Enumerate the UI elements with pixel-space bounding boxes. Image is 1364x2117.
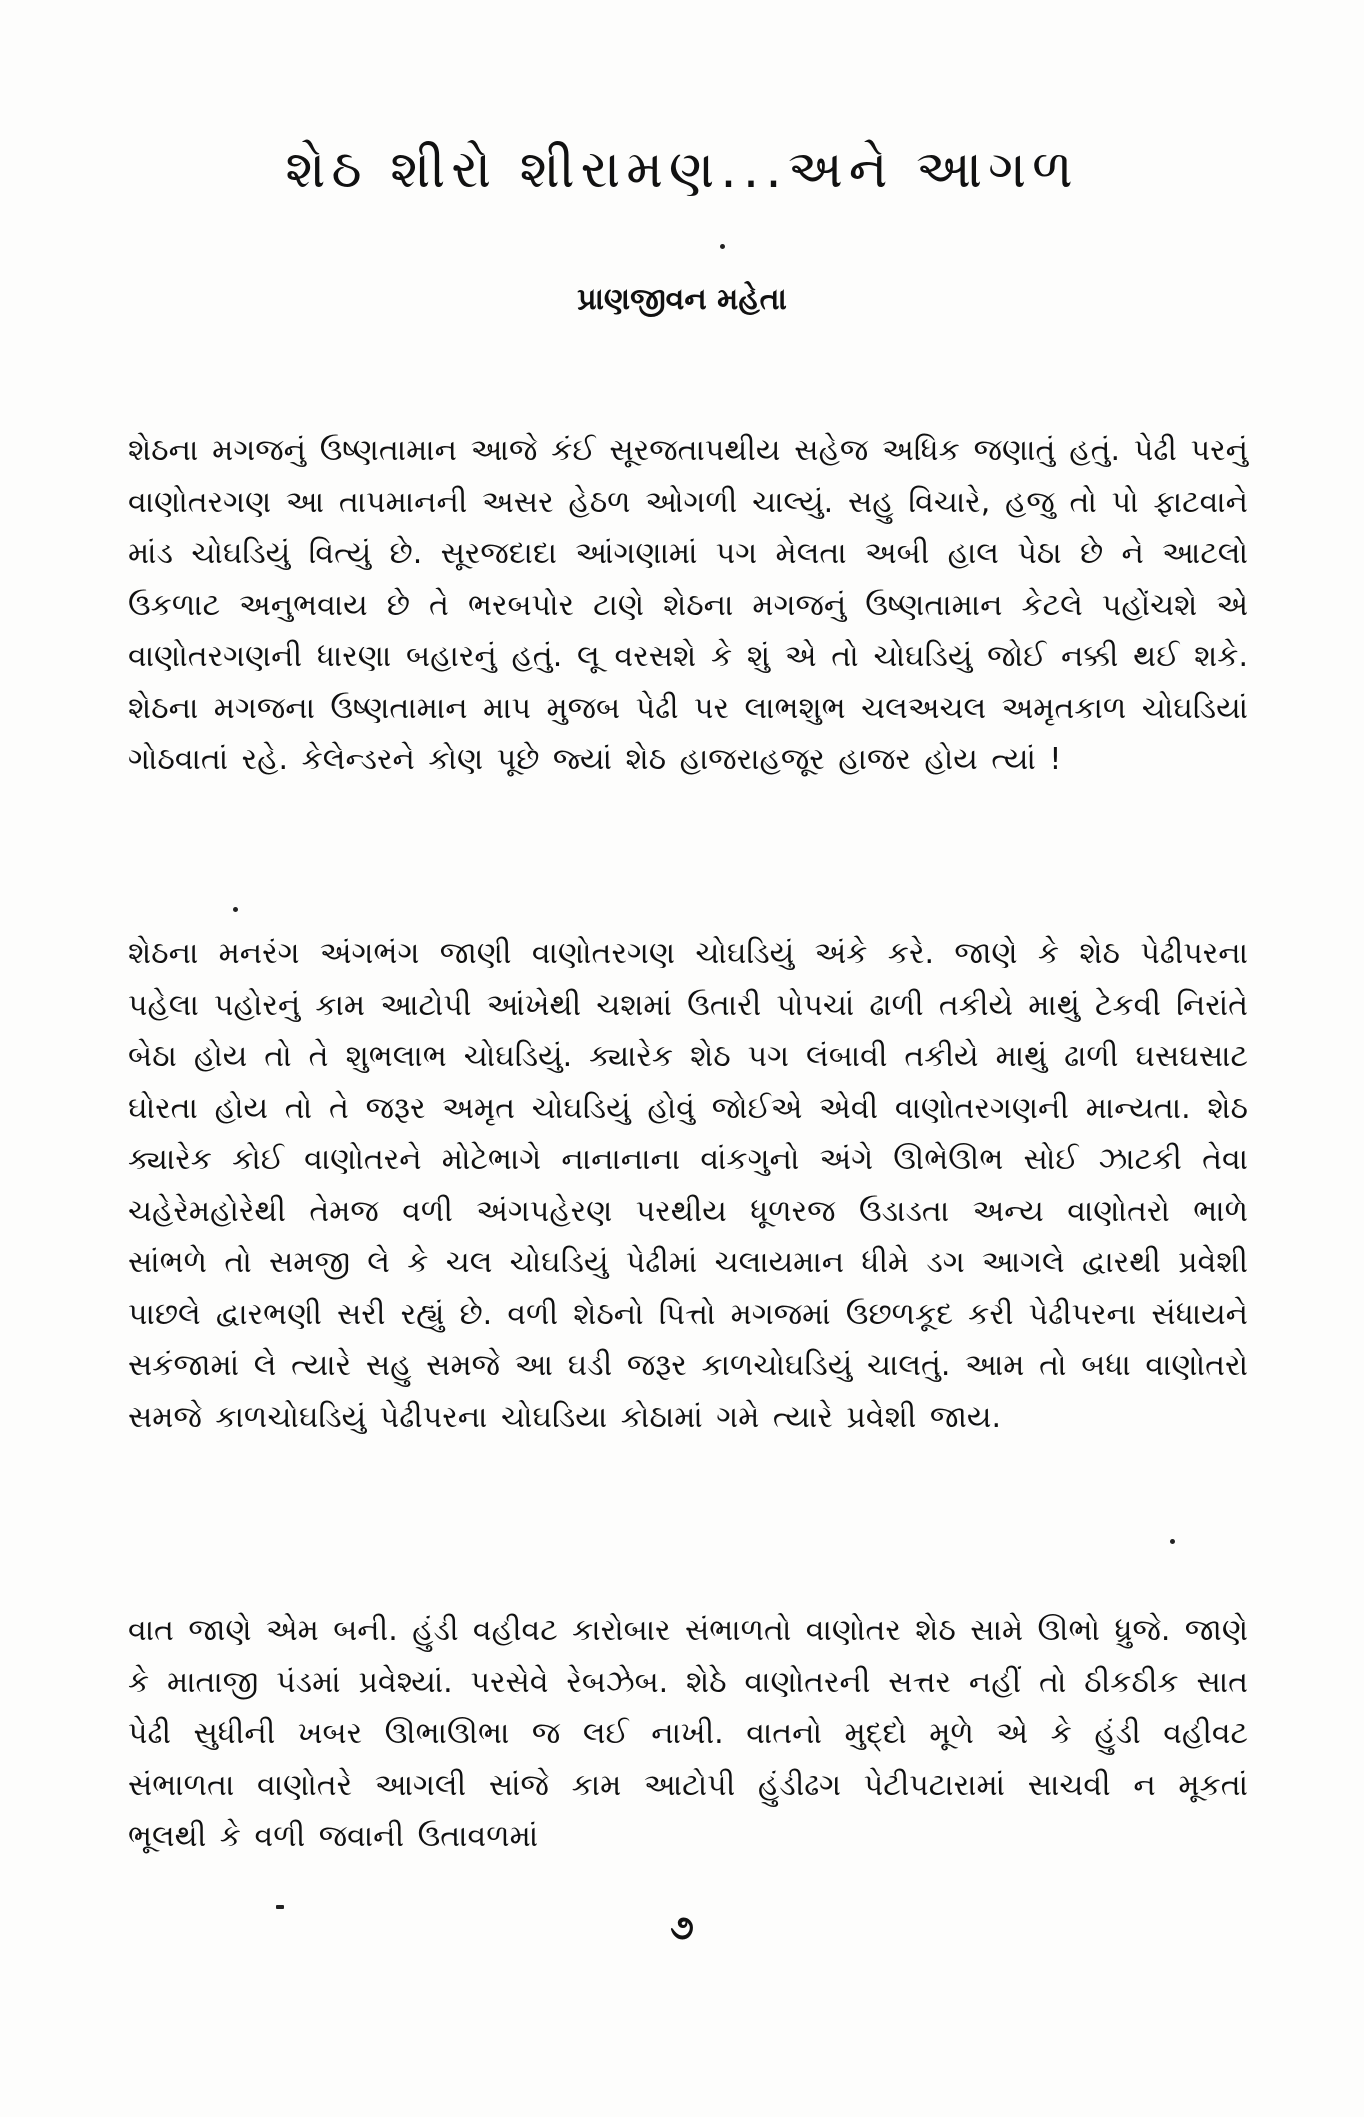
paragraph-3: વાત જાણે એમ બની. હુંડી વહીવટ કારોબાર સંભાળતો વાણોતર શેઠ સામે ઊભો ધ્રુજે. જાણે કે માતાજી પંડમાં પ્રવેશ્યાં. પરસેવે રેબઝેબ. શેઠે વાણોતરની સત્તર નહીં તો ઠીકઠીક સાત પેઢી સુધીની ખબર ઊભાઊભા જ લઈ નાખી. વાતનો મુદ્દો મૂળે એ કે હુંડી વહીવટ સંભાળતા વાણોતરે આગલી સાંજે કામ આટોપી હુંડીઢગ પેટીપટારામાં સાચવી ન મૂકતાં ભૂલથી કે વળી જવાની ઉતાવળમાં [128,1613,1248,1854]
speck-mark [1170,1539,1175,1544]
article-title: શેઠ શીરો શીરામણ...અને આગળ [285,140,1079,200]
paragraph-1: શેઠના મગજનું ઉષ્ણતામાન આજે કંઈ સૂરજતાપથીય સહેજ અધિક જણાતું હતું. પેઢી પરનું વાણોતરગણ આ તાપમાનની અસર હેઠળ ઓગળી ચાલ્યું. સહુ વિચારે, હજુ તો પો ફાટવાને માંડ ચોઘડિયું વિત્યું છે. સૂરજદાદા આંગણામાં પગ મેલતા અબી હાલ પેઠા છે ને આટલો ઉકળાટ અનુભવાય છે તે ભરબપોર ટાણે શેઠના મગજનું ઉષ્ણતામાન કેટલે પહોંચશે એ વાણોતરગણની ધારણા બહારનું હતું. લૂ વરસશે કે શું એ તો ચોઘડિયું જોઈ નક્કી થઈ શકે. શેઠના મગજના ઉષ્ણતામાન માપ મુજબ પેઢી પર લાભશુભ ચલઅચલ અમૃતકાળ ચોઘડિયાં ગોઠવાતાં રહે. કેલેન્ડરને કોણ પૂછે જ્યાં શેઠ હાજરાહજૂર હાજર હોય ત્યાં ! [128,433,1248,777]
paragraph-2: શેઠના મનરંગ અંગભંગ જાણી વાણોતરગણ ચોઘડિયું અંકે કરે. જાણે કે શેઠ પેઢીપરના પહેલા પહોરનું કામ આટોપી આંખેથી ચશમાં ઉતારી પોપચાં ઢાળી તકીયે માથું ટેકવી નિરાંતે બેઠા હોય તો તે શુભલાભ ચોઘડિયું. ક્યારેક શેઠ પગ લંબાવી તકીયે માથું ઢાળી ઘસઘસાટ ઘોરતા હોય તો તે જરૂર અમૃત ચોઘડિયું હોવું જોઈએ એવી વાણોતરગણની માન્યતા. શેઠ ક્યારેક કોઈ વાણોતરને મોટેભાગે નાનાનાના વાંકગુનો અંગે ઊભેઊભ સોઈ ઝાટકી તેવા ચહેરેમહોરેથી તેમજ વળી અંગપહેરણ પરથીય ધૂળરજ ઉડાડતા અન્ય વાણોતરો ભાળે સાંભળે તો સમજી લે કે ચલ ચોઘડિયું પેઢીમાં ચલાયમાન ધીમે ડગ આગલે દ્વારથી પ્રવેશી પાછલે દ્વારભણી સરી રહ્યું છે. વળી શેઠનો પિત્તો મગજમાં ઉછળકૂદ કરી પેઢીપરના સંધાયને સકંજામાં લે ત્યારે સહુ સમજે આ ઘડી જરૂર કાળચોઘડિયું ચાલતું. આમ તો બધા વાણોતરો સમજે કાળચોઘડિયું પેઢીપરના ચોઘડિયા કોઠામાં ગમે ત્યારે પ્રવેશી જાય. [128,936,1248,1435]
article-author: પ્રાણજીવન મહેતા [577,282,787,317]
speck-mark [720,244,725,249]
page-number: ૭ [670,1908,694,1948]
speck-mark [233,907,238,912]
